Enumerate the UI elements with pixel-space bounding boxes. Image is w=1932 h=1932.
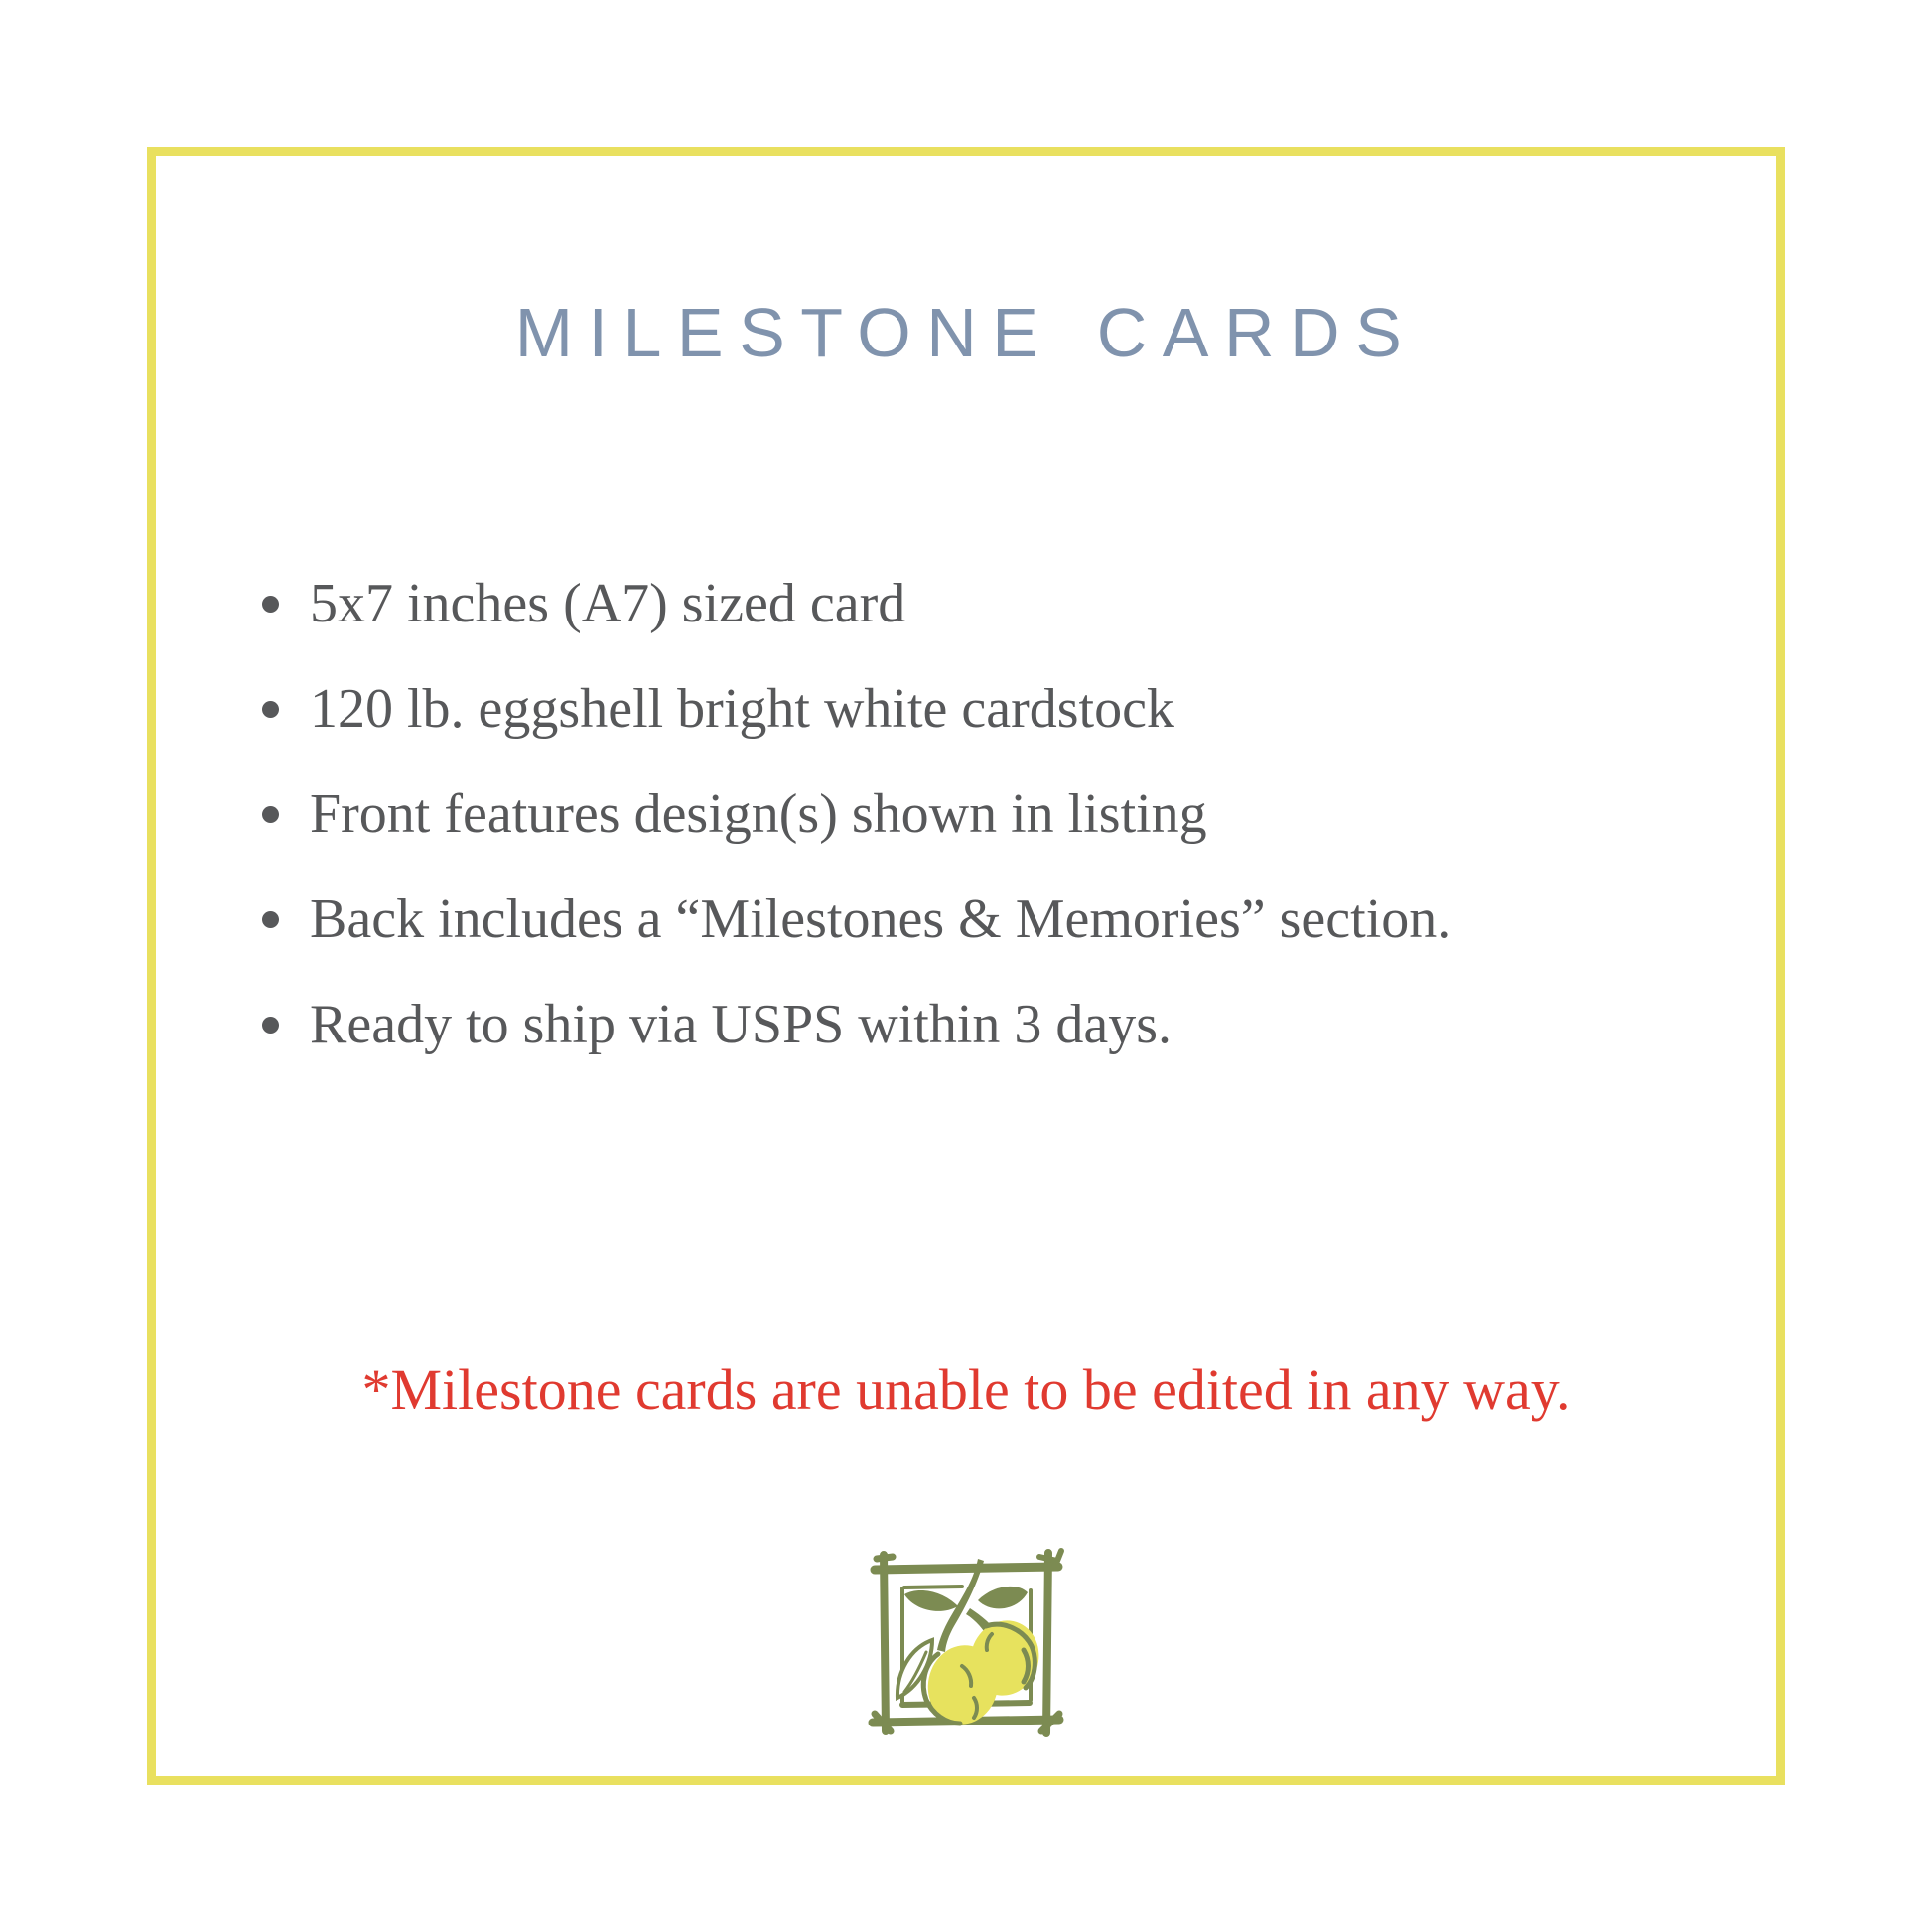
list-item-text: 120 lb. eggshell bright white cardstock [310, 678, 1174, 740]
bullet-dot-icon [262, 596, 279, 613]
list-item-text: Front features design(s) shown in listing [310, 783, 1207, 845]
list-item-text: Ready to ship via USPS within 3 days. [310, 994, 1173, 1055]
bullet-dot-icon [262, 806, 279, 823]
lemon-branch-logo-svg [867, 1543, 1065, 1743]
bullet-dot-icon [262, 701, 279, 718]
bullet-dot-icon [262, 1017, 279, 1034]
list-item [262, 972, 1450, 1077]
list-item-text: 5x7 inches (A7) sized card [310, 573, 906, 634]
list-item [262, 867, 1450, 972]
page-title: milestone cards [514, 267, 1418, 378]
list-item-text: Back includes a “Milestones & Memories” section. [310, 889, 1451, 950]
feature-list [262, 551, 1450, 1077]
edit-disclaimer-text: *Milestone cards are unable to be edited in any way. [361, 1357, 1571, 1422]
list-item [262, 656, 1450, 761]
bullet-dot-icon [262, 911, 279, 928]
list-item [262, 761, 1450, 867]
list-item [262, 551, 1450, 656]
lemon-branch-logo [867, 1543, 1065, 1743]
